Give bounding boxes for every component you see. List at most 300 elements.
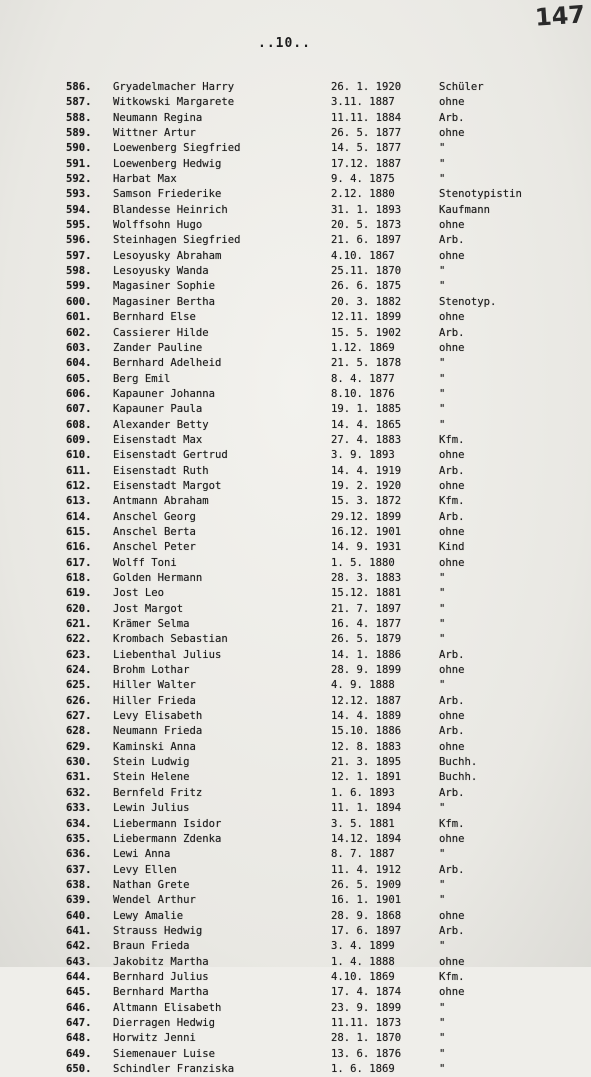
birth-date: 26. 6. 1875 xyxy=(331,280,402,293)
occupation: Arb. xyxy=(439,694,465,707)
list-row xyxy=(66,893,586,908)
occupation: ohne xyxy=(439,311,465,324)
birth-date: 31. 1. 1893 xyxy=(331,203,402,216)
list-row xyxy=(66,203,586,218)
row-number: 643. xyxy=(66,955,92,968)
occupation: Stenotypistin xyxy=(439,188,522,201)
person-name: Bernhard Else xyxy=(113,311,196,324)
birth-date: 3. 5. 1881 xyxy=(331,817,395,830)
person-name: Kapauner Paula xyxy=(113,403,203,416)
person-name: Bernfeld Fritz xyxy=(113,786,203,799)
list-row xyxy=(66,556,586,571)
birth-date: 19. 2. 1920 xyxy=(331,479,402,492)
row-number: 594. xyxy=(66,203,92,216)
birth-date: 17. 4. 1874 xyxy=(331,986,402,999)
birth-date: 14. 9. 1931 xyxy=(331,541,402,554)
row-number: 641. xyxy=(66,924,92,937)
row-number: 630. xyxy=(66,756,92,769)
list-row xyxy=(66,1001,586,1016)
person-name: Siemenauer Luise xyxy=(113,1047,216,1060)
person-name: Schindler Franziska xyxy=(113,1063,235,1075)
row-number: 593. xyxy=(66,188,92,201)
list-row xyxy=(66,632,586,647)
row-number: 633. xyxy=(66,802,92,815)
occupation: Kfm. xyxy=(439,433,465,446)
list-row xyxy=(66,264,586,279)
page-marker: ..10.. xyxy=(258,36,311,51)
occupation: " xyxy=(439,157,446,170)
row-number: 640. xyxy=(66,909,92,922)
row-number: 638. xyxy=(66,878,92,891)
birth-date: 12. 1. 1891 xyxy=(331,771,402,784)
occupation: ohne xyxy=(439,525,465,538)
list-row xyxy=(66,433,586,448)
row-number: 636. xyxy=(66,848,92,861)
list-row xyxy=(66,157,586,172)
occupation: Kfm. xyxy=(439,970,465,983)
birth-date: 28. 3. 1883 xyxy=(331,572,402,584)
list-row xyxy=(66,755,586,770)
occupation: Arb. xyxy=(439,234,465,247)
person-name: Wittner Artur xyxy=(113,127,196,140)
occupation: ohne xyxy=(439,986,465,999)
person-name: Blandesse Heinrich xyxy=(113,203,228,216)
birth-date: 25.11. 1870 xyxy=(331,265,402,278)
row-number: 635. xyxy=(66,832,92,845)
list-row xyxy=(66,494,586,509)
person-name: Horwitz Jenni xyxy=(113,1032,196,1045)
person-name: Samson Friederike xyxy=(113,188,222,201)
row-number: 595. xyxy=(66,219,92,232)
person-name: Gryadelmacher Harry xyxy=(113,81,235,93)
row-number: 605. xyxy=(66,372,92,385)
person-name: Levy Ellen xyxy=(113,863,177,876)
list-row xyxy=(66,126,586,141)
person-name: Braun Frieda xyxy=(113,940,190,953)
occupation: ohne xyxy=(439,249,465,262)
list-row xyxy=(66,1062,586,1077)
person-name: Alexander Betty xyxy=(113,418,209,431)
person-name: Lewi Anna xyxy=(113,848,171,861)
list-row xyxy=(66,1016,586,1031)
row-number: 619. xyxy=(66,587,92,600)
birth-date: 17.12. 1887 xyxy=(331,157,402,170)
person-name: Bernhard Julius xyxy=(113,970,209,983)
birth-date: 26. 5. 1879 xyxy=(331,633,402,646)
occupation: Arb. xyxy=(439,786,465,799)
row-number: 620. xyxy=(66,602,92,615)
person-name: Eisenstadt Max xyxy=(113,433,203,446)
row-number: 637. xyxy=(66,863,92,876)
birth-date: 1.12. 1869 xyxy=(331,341,395,354)
occupation: " xyxy=(439,878,446,891)
person-name: Jost Leo xyxy=(113,587,165,600)
person-name: Kaminski Anna xyxy=(113,740,196,753)
list-row xyxy=(66,709,586,724)
list-row xyxy=(66,95,586,110)
list-row xyxy=(66,955,586,970)
person-name: Lewy Amalie xyxy=(113,909,184,922)
person-name: Stein Helene xyxy=(113,771,190,784)
person-name: Wolff Toni xyxy=(113,556,177,569)
row-number: 647. xyxy=(66,1016,92,1029)
occupation: Arb. xyxy=(439,648,465,661)
row-number: 613. xyxy=(66,495,92,508)
row-number: 608. xyxy=(66,418,92,431)
row-number: 624. xyxy=(66,664,92,677)
birth-date: 11. 1. 1894 xyxy=(331,802,402,815)
occupation: " xyxy=(439,679,446,692)
occupation: ohne xyxy=(439,127,465,140)
occupation: ohne xyxy=(439,710,465,723)
row-number: 626. xyxy=(66,694,92,707)
list-row xyxy=(66,540,586,555)
birth-date: 1. 6. 1869 xyxy=(331,1063,395,1075)
list-row xyxy=(66,387,586,402)
row-number: 612. xyxy=(66,479,92,492)
occupation: ohne xyxy=(439,955,465,968)
person-name: Loewenberg Hedwig xyxy=(113,157,222,170)
row-number: 592. xyxy=(66,173,92,186)
list-row xyxy=(66,617,586,632)
occupation: Kfm. xyxy=(439,495,465,508)
birth-date: 17. 6. 1897 xyxy=(331,924,402,937)
person-name: Anschel Georg xyxy=(113,510,196,523)
row-number: 597. xyxy=(66,249,92,262)
occupation: ohne xyxy=(439,909,465,922)
row-number: 614. xyxy=(66,510,92,523)
person-name: Stein Ludwig xyxy=(113,756,190,769)
birth-date: 4.10. 1869 xyxy=(331,970,395,983)
person-name: Wendel Arthur xyxy=(113,894,196,907)
occupation: " xyxy=(439,403,446,416)
person-name: Eisenstadt Ruth xyxy=(113,464,209,477)
birth-date: 20. 5. 1873 xyxy=(331,219,402,232)
row-number: 642. xyxy=(66,940,92,953)
occupation: Arb. xyxy=(439,863,465,876)
row-number: 609. xyxy=(66,433,92,446)
person-name: Krämer Selma xyxy=(113,618,190,631)
occupation: ohne xyxy=(439,219,465,232)
occupation: " xyxy=(439,142,446,155)
occupation: " xyxy=(439,602,446,615)
person-name: Jost Margot xyxy=(113,602,184,615)
list-row xyxy=(66,341,586,356)
occupation: " xyxy=(439,1001,446,1014)
birth-date: 14. 4. 1889 xyxy=(331,710,402,723)
occupation: " xyxy=(439,387,446,400)
birth-date: 9. 4. 1875 xyxy=(331,173,395,186)
birth-date: 13. 6. 1876 xyxy=(331,1047,402,1060)
person-name: Eisenstadt Margot xyxy=(113,479,222,492)
list-row xyxy=(66,111,586,126)
birth-date: 8.10. 1876 xyxy=(331,387,395,400)
row-number: 589. xyxy=(66,127,92,140)
list-row xyxy=(66,663,586,678)
row-number: 649. xyxy=(66,1047,92,1060)
occupation: ohne xyxy=(439,96,465,109)
row-number: 645. xyxy=(66,986,92,999)
birth-date: 12.12. 1887 xyxy=(331,694,402,707)
person-name: Neumann Regina xyxy=(113,111,203,124)
birth-date: 3. 9. 1893 xyxy=(331,449,395,462)
row-number: 601. xyxy=(66,311,92,324)
occupation: Kaufmann xyxy=(439,203,491,216)
birth-date: 8. 4. 1877 xyxy=(331,372,395,385)
birth-date: 1. 4. 1888 xyxy=(331,955,395,968)
occupation: " xyxy=(439,265,446,278)
row-number: 607. xyxy=(66,403,92,416)
row-number: 628. xyxy=(66,725,92,738)
birth-date: 11.11. 1884 xyxy=(331,111,402,124)
row-number: 646. xyxy=(66,1001,92,1014)
list-row xyxy=(66,909,586,924)
list-row xyxy=(66,218,586,233)
list-row xyxy=(66,939,586,954)
row-number: 648. xyxy=(66,1032,92,1045)
occupation: " xyxy=(439,1016,446,1029)
list-row xyxy=(66,724,586,739)
row-number: 625. xyxy=(66,679,92,692)
birth-date: 27. 4. 1883 xyxy=(331,433,402,446)
occupation: " xyxy=(439,1063,446,1075)
row-number: 611. xyxy=(66,464,92,477)
row-number: 639. xyxy=(66,894,92,907)
person-name: Cassierer Hilde xyxy=(113,326,209,339)
person-name: Strauss Hedwig xyxy=(113,924,203,937)
person-name: Antmann Abraham xyxy=(113,495,209,508)
list-row xyxy=(66,817,586,832)
person-name: Hiller Walter xyxy=(113,679,196,692)
occupation: ohne xyxy=(439,556,465,569)
list-row xyxy=(66,479,586,494)
person-name: Steinhagen Siegfried xyxy=(113,234,241,247)
occupation: " xyxy=(439,940,446,953)
birth-date: 15. 3. 1872 xyxy=(331,495,402,508)
list-row xyxy=(66,233,586,248)
person-name: Liebermann Isidor xyxy=(113,817,222,830)
occupation: " xyxy=(439,1047,446,1060)
row-number: 623. xyxy=(66,648,92,661)
occupation: Arb. xyxy=(439,510,465,523)
list-row xyxy=(66,402,586,417)
person-name: Harbat Max xyxy=(113,173,177,186)
list-row xyxy=(66,464,586,479)
row-number: 596. xyxy=(66,234,92,247)
row-number: 629. xyxy=(66,740,92,753)
person-name: Zander Pauline xyxy=(113,341,203,354)
list-row xyxy=(66,1031,586,1046)
occupation: " xyxy=(439,802,446,815)
occupation: ohne xyxy=(439,341,465,354)
occupation: ohne xyxy=(439,832,465,845)
list-row xyxy=(66,586,586,601)
page-number-handwritten: 147 xyxy=(533,0,586,32)
person-name: Lesoyusky Abraham xyxy=(113,249,222,262)
birth-date: 14.12. 1894 xyxy=(331,832,402,845)
person-name: Lewin Julius xyxy=(113,802,190,815)
list-row xyxy=(66,279,586,294)
occupation: " xyxy=(439,372,446,385)
row-number: 606. xyxy=(66,387,92,400)
birth-date: 11.11. 1873 xyxy=(331,1016,402,1029)
person-name: Hiller Frieda xyxy=(113,694,196,707)
birth-date: 14. 5. 1877 xyxy=(331,142,402,155)
birth-date: 20. 3. 1882 xyxy=(331,295,402,308)
birth-date: 29.12. 1899 xyxy=(331,510,402,523)
list-row xyxy=(66,878,586,893)
person-name: Magasiner Bertha xyxy=(113,295,216,308)
occupation: Arb. xyxy=(439,111,465,124)
row-number: 622. xyxy=(66,633,92,646)
list-row xyxy=(66,863,586,878)
list-row xyxy=(66,1047,586,1062)
person-name: Loewenberg Siegfried xyxy=(113,142,241,155)
occupation: Stenotyp. xyxy=(439,295,497,308)
birth-date: 26. 5. 1877 xyxy=(331,127,402,140)
occupation: Kfm. xyxy=(439,817,465,830)
birth-date: 16. 1. 1901 xyxy=(331,894,402,907)
person-name: Dierragen Hedwig xyxy=(113,1016,216,1029)
list-row xyxy=(66,740,586,755)
occupation: Arb. xyxy=(439,725,465,738)
list-row xyxy=(66,418,586,433)
occupation: Buchh. xyxy=(439,756,478,769)
person-name: Kapauner Johanna xyxy=(113,387,216,400)
occupation: " xyxy=(439,173,446,186)
occupation: " xyxy=(439,572,446,584)
list-row xyxy=(66,970,586,985)
person-name: Wolffsohn Hugo xyxy=(113,219,203,232)
person-name: Golden Hermann xyxy=(113,572,203,584)
row-number: 618. xyxy=(66,572,92,584)
deportation-list xyxy=(66,80,586,1077)
list-row xyxy=(66,372,586,387)
birth-date: 16. 4. 1877 xyxy=(331,618,402,631)
row-number: 616. xyxy=(66,541,92,554)
row-number: 631. xyxy=(66,771,92,784)
list-row xyxy=(66,678,586,693)
row-number: 610. xyxy=(66,449,92,462)
occupation: ohne xyxy=(439,664,465,677)
birth-date: 21. 6. 1897 xyxy=(331,234,402,247)
person-name: Berg Emil xyxy=(113,372,171,385)
person-name: Nathan Grete xyxy=(113,878,190,891)
person-name: Liebermann Zdenka xyxy=(113,832,222,845)
person-name: Eisenstadt Gertrud xyxy=(113,449,228,462)
occupation: ohne xyxy=(439,740,465,753)
list-row xyxy=(66,801,586,816)
birth-date: 4. 9. 1888 xyxy=(331,679,395,692)
row-number: 588. xyxy=(66,111,92,124)
list-row xyxy=(66,648,586,663)
row-number: 598. xyxy=(66,265,92,278)
list-row xyxy=(66,187,586,202)
person-name: Jakobitz Martha xyxy=(113,955,209,968)
occupation: " xyxy=(439,848,446,861)
occupation: Schüler xyxy=(439,81,484,93)
birth-date: 15. 5. 1902 xyxy=(331,326,402,339)
occupation: Arb. xyxy=(439,464,465,477)
row-number: 586. xyxy=(66,81,92,93)
row-number: 617. xyxy=(66,556,92,569)
list-row xyxy=(66,141,586,156)
birth-date: 28. 9. 1899 xyxy=(331,664,402,677)
person-name: Altmann Elisabeth xyxy=(113,1001,222,1014)
occupation: Kind xyxy=(439,541,465,554)
birth-date: 12.11. 1899 xyxy=(331,311,402,324)
occupation: Arb. xyxy=(439,924,465,937)
birth-date: 28. 9. 1868 xyxy=(331,909,402,922)
row-number: 603. xyxy=(66,341,92,354)
row-number: 604. xyxy=(66,357,92,370)
occupation: " xyxy=(439,1032,446,1045)
row-number: 615. xyxy=(66,525,92,538)
birth-date: 14. 1. 1886 xyxy=(331,648,402,661)
list-row xyxy=(66,448,586,463)
birth-date: 3.11. 1887 xyxy=(331,96,395,109)
list-row xyxy=(66,326,586,341)
occupation: Buchh. xyxy=(439,771,478,784)
row-number: 587. xyxy=(66,96,92,109)
occupation: " xyxy=(439,633,446,646)
person-name: Liebenthal Julius xyxy=(113,648,222,661)
list-row xyxy=(66,924,586,939)
occupation: " xyxy=(439,418,446,431)
occupation: Arb. xyxy=(439,326,465,339)
birth-date: 1. 6. 1893 xyxy=(331,786,395,799)
row-number: 650. xyxy=(66,1063,92,1075)
row-number: 600. xyxy=(66,295,92,308)
list-row xyxy=(66,80,586,95)
row-number: 627. xyxy=(66,710,92,723)
person-name: Bernhard Martha xyxy=(113,986,209,999)
occupation: " xyxy=(439,357,446,370)
list-row xyxy=(66,249,586,264)
birth-date: 26. 1. 1920 xyxy=(331,81,402,93)
list-row xyxy=(66,571,586,586)
list-row xyxy=(66,847,586,862)
row-number: 591. xyxy=(66,157,92,170)
occupation: " xyxy=(439,587,446,600)
birth-date: 14. 4. 1919 xyxy=(331,464,402,477)
birth-date: 4.10. 1867 xyxy=(331,249,395,262)
person-name: Neumann Frieda xyxy=(113,725,203,738)
list-row xyxy=(66,786,586,801)
birth-date: 15.12. 1881 xyxy=(331,587,402,600)
row-number: 621. xyxy=(66,618,92,631)
list-row xyxy=(66,356,586,371)
birth-date: 8. 7. 1887 xyxy=(331,848,395,861)
occupation: ohne xyxy=(439,479,465,492)
person-name: Bernhard Adelheid xyxy=(113,357,222,370)
birth-date: 21. 5. 1878 xyxy=(331,357,402,370)
row-number: 632. xyxy=(66,786,92,799)
list-row xyxy=(66,310,586,325)
row-number: 599. xyxy=(66,280,92,293)
list-row xyxy=(66,525,586,540)
list-row xyxy=(66,295,586,310)
row-number: 590. xyxy=(66,142,92,155)
birth-date: 12. 8. 1883 xyxy=(331,740,402,753)
birth-date: 19. 1. 1885 xyxy=(331,403,402,416)
birth-date: 2.12. 1880 xyxy=(331,188,395,201)
birth-date: 14. 4. 1865 xyxy=(331,418,402,431)
birth-date: 15.10. 1886 xyxy=(331,725,402,738)
occupation: " xyxy=(439,618,446,631)
row-number: 634. xyxy=(66,817,92,830)
birth-date: 11. 4. 1912 xyxy=(331,863,402,876)
